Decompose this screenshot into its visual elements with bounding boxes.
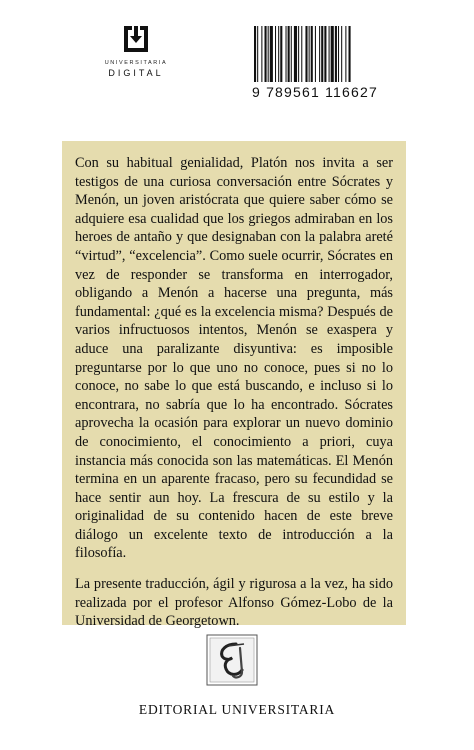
logo-title: DIGITAL bbox=[108, 68, 164, 78]
barcode-bar bbox=[280, 26, 282, 82]
barcode-bar bbox=[329, 26, 330, 82]
barcode-bar bbox=[291, 26, 292, 82]
eu-monogram-icon bbox=[206, 634, 258, 686]
barcode-bar bbox=[315, 26, 316, 82]
barcode-bar bbox=[309, 26, 310, 82]
barcode-bar bbox=[338, 26, 339, 82]
barcode-bars bbox=[252, 26, 388, 82]
universitaria-digital-logo bbox=[96, 24, 176, 96]
barcode-bar bbox=[341, 26, 342, 82]
barcode-bar bbox=[301, 26, 302, 82]
blurb-paragraph-1: Con su habitual genialidad, Platón nos invita a ser testigos de una curiosa conversación entre Sócrates y Menón, un joven aristócrata que quiere saber cómo se adquiere esa cualidad que los griegos admiraban en los heroes de antaño y que designaban con la palabra areté “virtud”, “excelencia”. Como suele ocurrir, Sócrates en vez de responder se transforma en interrogador, obligando a Menón a hacerse una pregunta, más fundamental: ¿qué es la excelencia misma? Después de varios infructuosos intentos, Menón se exaspera y aduce una paralizante disyuntiva: es imposible preguntarse por lo que uno no conoce, pues si no lo conoce, no sabe lo que está buscando, e incluso si lo encontrara, no sabría que lo ha encontrado. Sócrates aprovecha la ocasión para explorar un nuevo dominio de conocimiento, el conocimiento a priori, cuya instancia más conocida son las matemáticas. El Menón termina en un aparente fracaso, pero su fecundidad se hace sentir aun hoy. La frescura de su estilo y la originalidad de su contenido hacen de este breve diálogo un excelente texto de introducción a la filosofía. bbox=[75, 155, 393, 562]
barcode-bar bbox=[345, 26, 346, 82]
barcode-bar bbox=[268, 26, 269, 82]
download-arrow-box-icon bbox=[121, 24, 151, 54]
barcode-bar bbox=[265, 26, 267, 82]
barcode-bar bbox=[254, 26, 256, 82]
isbn-digits: 9 789561 116627 bbox=[252, 84, 378, 100]
publisher-name: EDITORIAL UNIVERSITARIA bbox=[138, 702, 336, 717]
barcode-bar bbox=[275, 26, 276, 82]
barcode-bar bbox=[261, 26, 262, 82]
barcode-bar bbox=[257, 26, 258, 82]
barcode-bar bbox=[311, 26, 313, 82]
barcode-bar bbox=[324, 26, 326, 82]
barcode-bar bbox=[305, 26, 307, 82]
barcode-bar bbox=[349, 26, 351, 82]
barcode-bar bbox=[286, 26, 287, 82]
barcode-bar bbox=[288, 26, 290, 82]
barcode-bar bbox=[319, 26, 320, 82]
logo-subtitle: UNIVERSITARIA bbox=[104, 60, 168, 66]
barcode-bar bbox=[294, 26, 297, 82]
blurb-paragraph-2: La presente traducción, ágil y rigurosa a la vez, ha sido realizada por el profesor Alfonso Gómez-Lobo de la Universidad de Georgetown. bbox=[75, 576, 393, 630]
back-cover-blurb bbox=[62, 141, 406, 630]
barcode-bar bbox=[298, 26, 299, 82]
barcode-bar bbox=[321, 26, 323, 82]
barcode-bar bbox=[331, 26, 334, 82]
barcode-bar bbox=[335, 26, 337, 82]
barcode-bar bbox=[270, 26, 273, 82]
barcode-bar bbox=[278, 26, 279, 82]
isbn-barcode bbox=[252, 26, 388, 102]
